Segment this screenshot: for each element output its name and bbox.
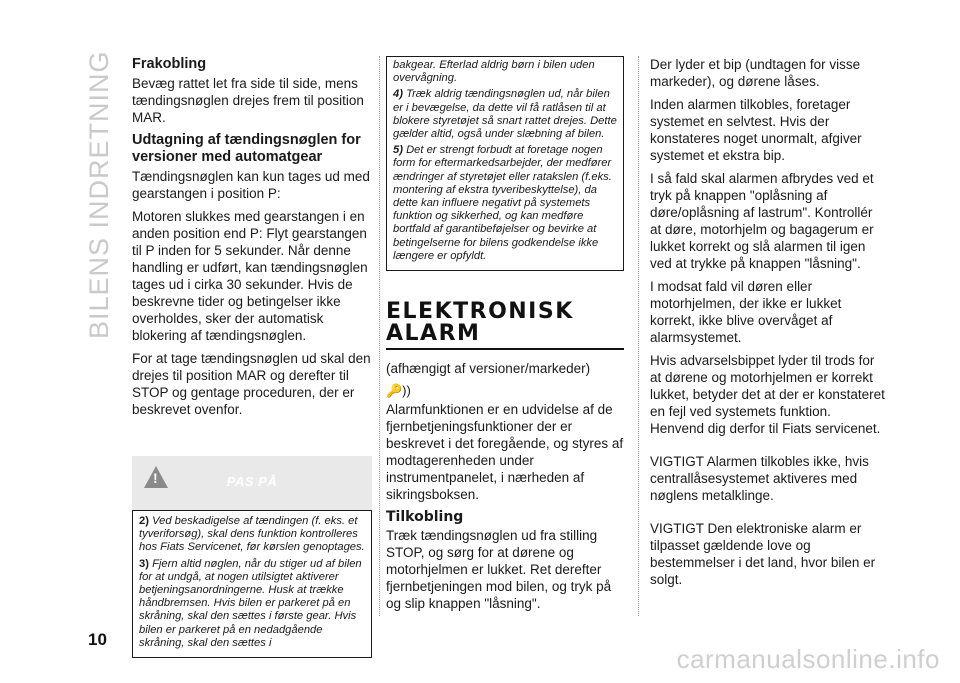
warning-item-number: 2) [139,515,149,527]
column-divider [379,56,380,616]
paragraph: Motoren slukkes med gearstangen i en anden position end P: Flyt gearstangen til P inden for 5 sekunder. Når denne handling er udført, kan tændingsnøglen tages ud i cirka 30 sekunder. Hvis de beskrevne tider og betingelser ikke overholdes, sker der automatisk blokering af tændingsnøglen. [132,209,368,343]
section-side-title: BILENS INDRETNING [84,50,114,339]
heading-tilkobling: Tilkobling [386,509,464,526]
warning-item [139,558,365,650]
paragraph: I så fald skal alarmen afbrydes ved et tryk på knappen "oplåsning af døre/oplåsning af lastrum". Kontrollér at døre, motorhjelm og bagagerum er lukket korrekt og slå alarmen til igen ved at trykke på knappen "låsning". [650,171,874,271]
warning-item-number: 5) [393,144,403,157]
section-title-line: ALARM [386,321,481,347]
paragraph: Der lyder et bip (undtagen for visse markeder), og dørene låses. [650,57,861,89]
column-3 [650,56,885,594]
paragraph: Inden alarmen tilkobles, foretager systemet en selvtest. Hvis der konstateres noget unormalt, afgiver systemet et ekstra bip. [650,97,862,163]
paragraph: Træk tændingsnøglen ud fra stilling STOP, og sørg for at dørene og motorhjelmen er lukket. Ret derefter fjernbetjeningen mod bilen, og tryk på og slip knappen "låsning". [386,528,612,612]
paragraph: (afhængigt af versioner/markeder) [386,361,591,377]
watermark: carmanualsonline.info [676,644,940,674]
important-note: VIGTIGT Alarmen tilkobles ikke, hvis centrallåsesystemet aktiveres med nøglens metalklinge. [650,454,869,503]
remote-key-icon: 🔑)) [386,383,411,399]
section-title-line: ELEKTRONISK [386,299,574,325]
column-2 [386,56,624,618]
warning-item [139,515,365,555]
paragraph: I modsat fald vil døren eller motorhjelmen, der ikke er lukket korrekt, ikke blive overvåget af alarmsystemet. [650,279,842,345]
warning-title: PAS PÅ [226,474,278,489]
page-number: 10 [88,630,107,649]
column-divider [638,56,639,616]
title-underline [386,348,624,350]
warning-item [393,88,617,141]
warning-item-text: Det er strengt forbudt at foretage nogen form for eftermarkedsarbejder, der medfører ændringer af styretøjet eller ratakslen (f.eks. montering af ekstra tyveribeskyttelse), da dette kan influere negativt på systemets funktion og sikkerhed, og kan medføre bortfald af garantibeføjelser og bevirke at betingelserne for bilens godkendelse ikke længere er opfyldt. [393,144,612,262]
heading-udtagning: Udtagning af tændingsnøglen for versioner med automatgear [132,132,361,165]
paragraph: Hvis advarselsbippet lyder til trods for at dørene og motorhjelmen er korrekt lukket, betyder det at der er konstateret en fejl ved systemets funktion. Henvend dig derfor til Fiats servicenet. [650,353,885,436]
warning-item-text: Ved beskadigelse af tændingen (f. eks. et tyveriforsøg), skal dens funktion kontrolleres hos Fiats Servicenet, før kørslen genoptages. [139,515,365,554]
warning-item-number: 3) [139,557,149,570]
warning-box [132,510,372,658]
warning-item-text: Fjern altid nøglen, når du stiger ud af bilen for at undgå, at nogen utilsigtet aktiverer betjeningsanordningerne. Husk at trække håndbremsen. Hvis bilen er parkeret på en skråning, skal den sættes i første gear. Hvis bilen er parkeret på en nedadgående skråning, skal den sættes i [139,557,362,649]
warning-item [393,144,617,263]
important-note: VIGTIGT Den elektroniske alarm er tilpasset gældende love og bestemmelser i det land, hvor bilen er solgt. [650,521,876,587]
paragraph: Tændingsnøglen kan kun tages ud med gearstangen i position P: [132,169,370,201]
warning-item-number: 4) [393,88,403,101]
paragraph: For at tage tændingsnøglen ud skal den drejes til position MAR og derefter til STOP og gentage proceduren, der er beskrevet ovenfor. [132,351,371,417]
column-1 [132,56,372,658]
warning-item-continued: bakgear. Efterlad aldrig børn i bilen uden overvågning. [393,59,595,85]
warning-item-text: Træk aldrig tændingsnøglen ud, når bilen er i bevægelse, da dette vil få ratlåsen til at blokere styretøjet så snart rattet drejes. Dette gælder altid, også under slæbning af bilen. [393,88,617,141]
section-title [386,301,624,345]
paragraph: Alarmfunktionen er en udvidelse af de fjernbetjeningsfunktioner der er beskrevet i det foregående, og styres af modtagerenheden under instrumentpanelet, i nærheden af sikringsboksen. [386,402,624,503]
warning-header [132,456,372,510]
paragraph: Bevæg rattet let fra side til side, mens tændingsnøglen drejes frem til position MAR. [132,76,364,125]
heading-frakobling: Frakobling [132,56,207,72]
warning-box-continued [386,56,624,271]
